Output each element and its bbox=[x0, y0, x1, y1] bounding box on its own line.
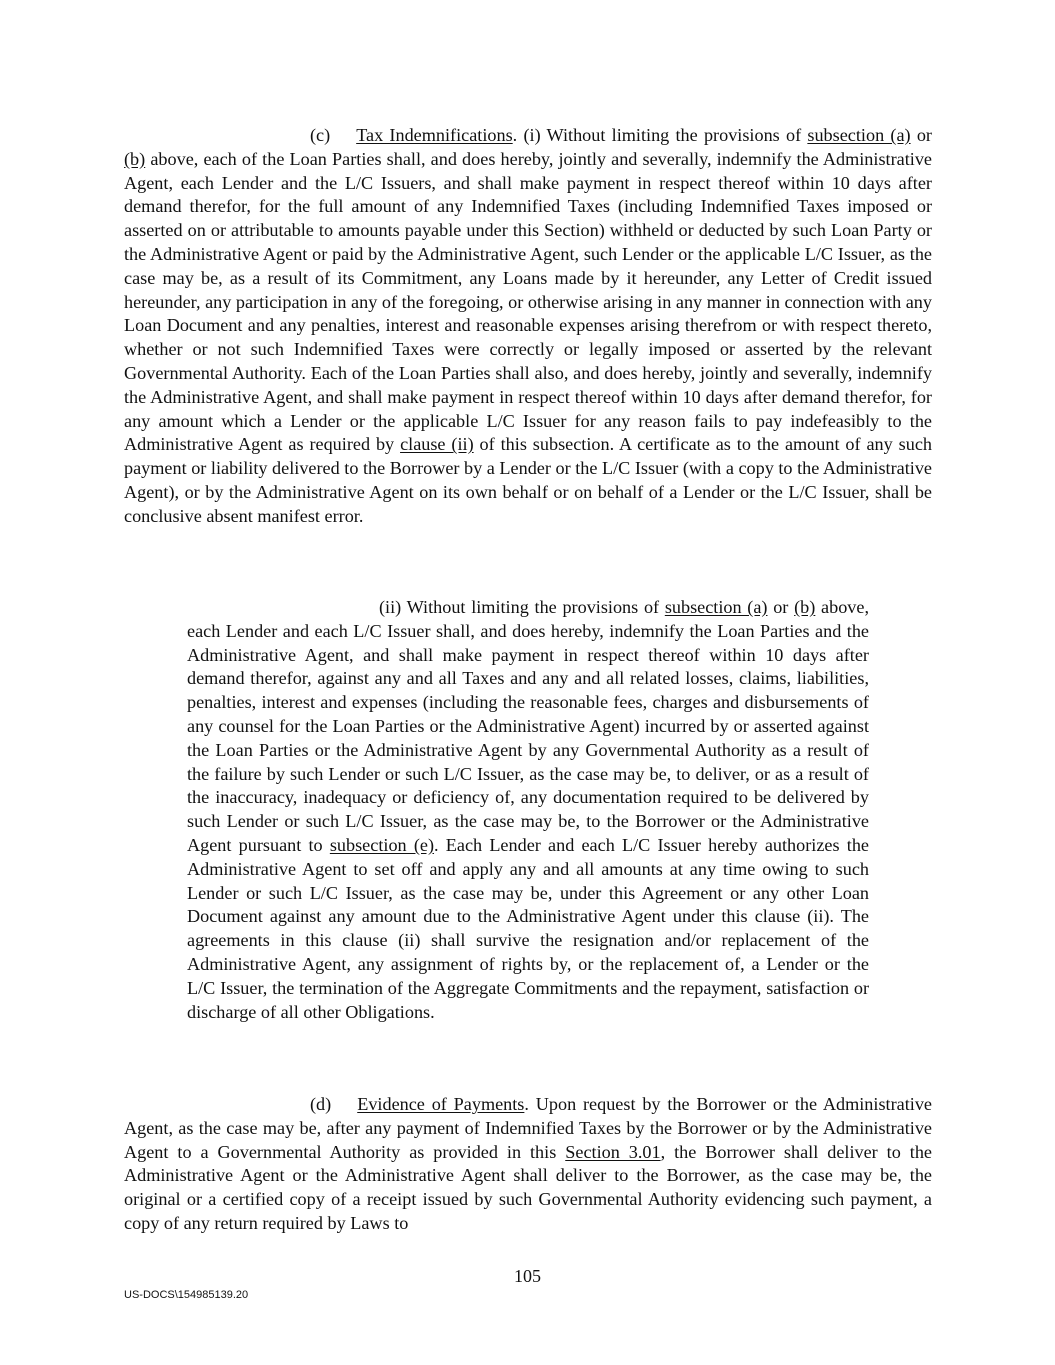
section-c-text-3: above, each of the Loan Parties shall, and does hereby, jointly and severally, indemnify the Administrative Agent, each Lender and the L/C Issuers, and shall make payment in respect thereof within 10 days after demand therefor, for the full amount of any Indemnified Taxes (including Indemnified Taxes imposed or asserted on or attributable to amounts payable under this Section) withheld or deducted by such Loan Party or the Administrative Agent or paid by the Administrative Agent, such Lender or the applicable L/C Issuer, as the case may be, as a result of its Commitment, any Loans made by it hereunder, any Letter of Credit issued hereunder, any participation in any of the foregoing, or otherwise arising in any manner in connection with any Loan Document and any penalties, interest and reasonable expenses arising therefrom or with respect thereto, whether or not such Indemnified Taxes were correctly or legally imposed or asserted by the relevant Governmental Authority. Each of the Loan Parties shall also, and does hereby, jointly and severally, indemnify the Administrative Agent, and shall make payment in respect thereof within 10 days after demand therefor, for any amount which a Lender or the applicable L/C Issuer for any reason fails to pay indefeasibly to the Administrative Agent as required by bbox=[124, 148, 932, 455]
section-c-text-2: or bbox=[910, 125, 932, 145]
section-c-ii-text-2: or bbox=[767, 597, 795, 617]
section-d-paragraph bbox=[124, 1093, 932, 1236]
section-c-ii-text-1: (ii) Without limiting the provisions of bbox=[379, 597, 665, 617]
section-c-text-1: . (i) Without limiting the provisions of bbox=[512, 125, 808, 145]
section-c-paragraph bbox=[124, 124, 932, 529]
section-d-text-2: , the Borrower shall deliver to the Administrative Agent or the Administrative Agent shall deliver to the Borrower, as the case may be, the original or a certified copy of a receipt issued by such Governmental Authority evidencing such payment, a copy of any return required by Laws to bbox=[124, 1141, 932, 1233]
section-d-heading: Evidence of Payments bbox=[357, 1094, 525, 1114]
section-d-text-1: . Upon request by the Borrower or the Administrative Agent, as the case may be, after any payment of Indemnified Taxes by the Borrower or by the Administrative Agent to a Governmental Authority as provided in this bbox=[124, 1094, 932, 1162]
section-c-label: (c) bbox=[310, 125, 331, 145]
section-c-ii-paragraph bbox=[187, 596, 869, 1024]
section-c-heading: Tax Indemnifications bbox=[356, 125, 513, 145]
ref-subsection-e: subsection (e) bbox=[329, 834, 435, 855]
section-c-text-4: of this subsection. A certificate as to the amount of any such payment or liability delivered to the Borrower by a Lender or the L/C Issuer (with a copy to the Administrative Agent), or by the Administrative Agent on its own behalf or on behalf of a Lender or the L/C Issuer, shall be conclusive absent manifest error. bbox=[124, 434, 932, 526]
ref-subsection-a: subsection (a) bbox=[664, 597, 768, 617]
ref-subsection-b: (b) bbox=[124, 148, 146, 169]
section-c-ii-text-4: . Each Lender and each L/C Issuer hereby authorizes the Administrative Agent to set off and apply any and all amounts at any time owing to such Lender or such L/C Issuer, as the case may be, under this Agreement or any other Loan Document against any amount due to the Administrative Agent under this clause (ii). The agreements in this clause (ii) shall survive the resignation and/or replacement of the Administrative Agent, any assignment of rights by, or the replacement of, a Lender or the L/C Issuer, the termination of the Aggregate Commitments and the repayment, satisfaction or discharge of all other Obligations. bbox=[187, 834, 869, 1022]
section-c-ii-text-3: above, each Lender and each L/C Issuer shall, and does hereby, indemnify the Loan Parties and the Administrative Agent, and shall make payment in respect thereof within 10 days after demand therefor, against any and all Taxes and any and all related losses, claims, liabilities, penalties, interest and expenses (including the reasonable fees, charges and disbursements of any counsel for the Loan Parties or the Administrative Agent) incurred by or asserted against the Loan Parties or the Administrative Agent by any Governmental Authority as a result of the failure by such Lender or such L/C Issuer, as the case may be, to deliver, or as a result of the inaccuracy, inadequacy or deficiency of, any documentation required to be delivered by such Lender or such L/C Issuer, as the case may be, to the Borrower or the Administrative Agent pursuant to bbox=[187, 597, 869, 855]
ref-clause-ii: clause (ii) bbox=[400, 434, 474, 455]
ref-subsection-a: subsection (a) bbox=[807, 125, 911, 145]
page-number: 105 bbox=[514, 1266, 541, 1286]
section-d-label: (d) bbox=[310, 1094, 332, 1114]
ref-section-3-01: Section 3.01 bbox=[565, 1141, 661, 1162]
ref-subsection-b: (b) bbox=[794, 597, 816, 617]
document-id: US-DOCS\154985139.20 bbox=[124, 1289, 249, 1301]
